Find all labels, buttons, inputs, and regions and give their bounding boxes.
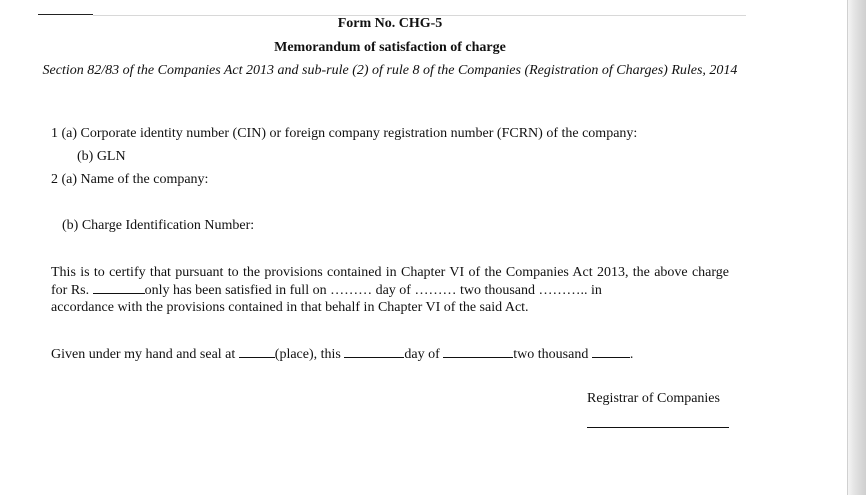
given-two-thousand: two thousand bbox=[513, 347, 592, 362]
gln-field-label: (b) GLN bbox=[77, 149, 126, 164]
form-section-reference: Section 82/83 of the Companies Act 2013 and sub-rule (2) of rule 8 of the Companies (Registration of Charges) Rules, 2014 bbox=[42, 63, 738, 78]
given-under-hand-line bbox=[51, 345, 633, 363]
year-blank bbox=[592, 345, 630, 358]
certification-paragraph bbox=[51, 264, 729, 316]
certify-text-1: This is to certify that pursuant to the provisions contained in Chapter VI of the Companies Act 2013, the above charge for Rs. bbox=[51, 265, 729, 298]
cin-field-label: 1 (a) Corporate identity number (CIN) or foreign company registration number (FCRN) of the company: bbox=[51, 126, 638, 141]
form-title: Memorandum of satisfaction of charge bbox=[274, 40, 506, 55]
given-day-of: day of bbox=[404, 347, 444, 362]
given-prefix: Given under my hand and seal at bbox=[51, 347, 239, 362]
company-name-label: 2 (a) Name of the company: bbox=[51, 172, 209, 187]
signature-line bbox=[587, 427, 729, 428]
place-blank bbox=[239, 345, 275, 358]
amount-blank bbox=[93, 281, 145, 294]
given-end: . bbox=[629, 347, 634, 362]
registrar-of-companies-label: Registrar of Companies bbox=[587, 391, 720, 406]
certify-text-2: only has been satisfied in full on ……… day of ……… two thousand ……….. in bbox=[144, 283, 602, 298]
day-blank bbox=[344, 345, 404, 358]
month-blank bbox=[443, 345, 513, 358]
given-place: (place), this bbox=[274, 347, 345, 362]
header-rule-short bbox=[38, 14, 93, 15]
certify-text-3: accordance with the provisions contained in that behalf in Chapter VI of the said Act. bbox=[51, 300, 529, 315]
scrollbar[interactable] bbox=[847, 0, 866, 495]
charge-id-label: (b) Charge Identification Number: bbox=[62, 218, 255, 233]
form-number: Form No. CHG-5 bbox=[337, 16, 443, 31]
